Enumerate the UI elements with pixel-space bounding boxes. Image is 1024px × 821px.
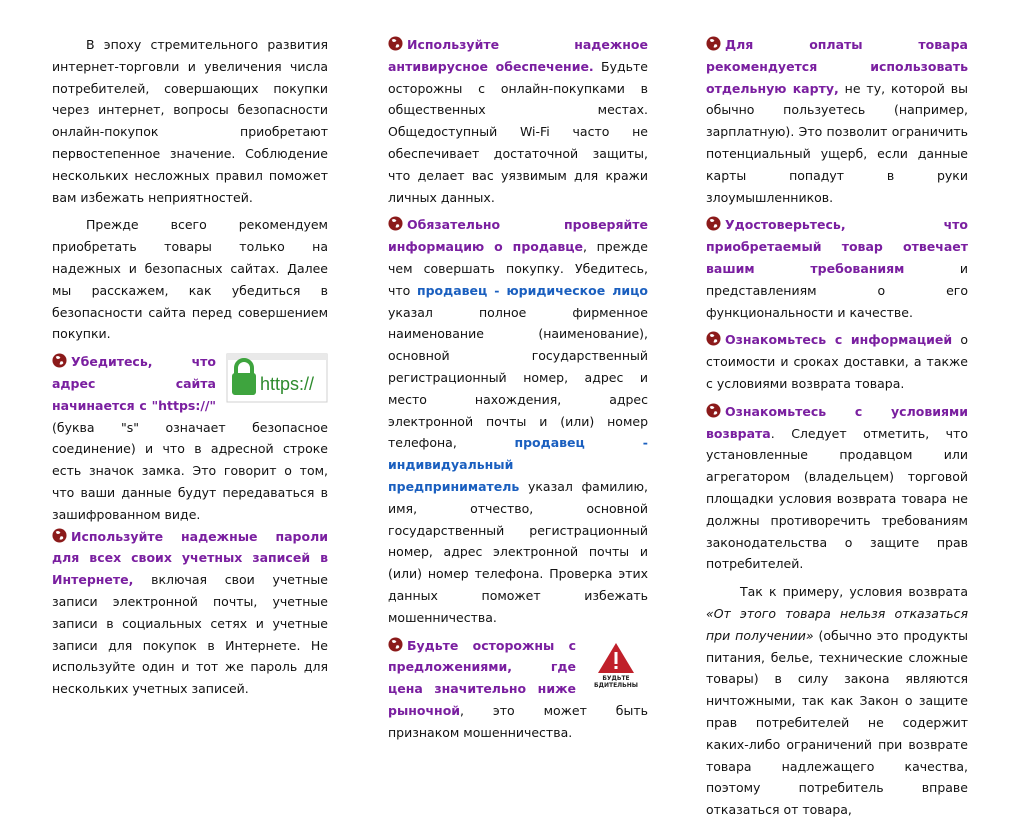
column-1 — [52, 34, 328, 700]
seller-info-tip-heading: Обязательно проверяйте информацию о продавце — [388, 217, 648, 255]
antivirus-tip — [388, 34, 648, 208]
delivery-info-tip-heading: Ознакомьтесь с информацией — [725, 332, 953, 348]
separate-card-tip-body: не ту, которой вы обычно пользуетесь (например, зарплатную). Это позволит ограничить потенциальный ущерб, если данные карты попадут в руки злоумышленников. — [706, 80, 968, 205]
product-requirements-tip — [706, 214, 968, 323]
antivirus-tip-heading: Используйте надежное антивирусное обеспечение. — [388, 37, 648, 74]
seller-info-tip — [388, 214, 648, 628]
warning-triangle-icon — [584, 641, 648, 689]
return-policy-tip — [706, 401, 968, 575]
return-example-paragraph — [706, 581, 968, 821]
product-requirements-tip-heading: Удостоверьтесь, что приобретаемый товар отвечает вашим требованиям — [706, 217, 968, 276]
column-3 — [706, 34, 968, 821]
https-tip — [52, 351, 328, 525]
globe-icon — [388, 216, 403, 231]
https-tip-heading: Убедитесь, что адрес сайта начинается с "https://" — [52, 354, 216, 413]
passwords-tip — [52, 526, 328, 700]
antivirus-tip-body: Будьте осторожны с онлайн-покупками в общественных местах. Общедоступный Wi-Fi часто не обеспечивает достаточной защиты, что делает вас уязвимым для кражи личных данных. — [388, 58, 648, 205]
https-lock-icon — [226, 353, 328, 403]
low-price-tip-body: , это может быть признаком мошенничества. — [388, 702, 648, 740]
globe-icon — [706, 403, 721, 418]
separate-card-tip-heading: Для оплаты товара рекомендуется использовать отдельную карту, — [706, 37, 968, 96]
seller-info-body-3: указал фамилию, имя, отчество, основной государственный регистрационный номер, адрес электронной почты и (или) номер телефона. Проверка этих данных поможет избежать мошенничества. — [388, 478, 648, 625]
return-policy-tip-heading: Ознакомьтесь с условиями возврата — [706, 403, 968, 441]
individual-entrepreneur-term: продавец - индивидуальный предприниматель — [388, 435, 648, 494]
warning-line-1: БУДЬТЕ — [602, 674, 630, 682]
delivery-info-tip-body: о стоимости и сроках доставки, а также с условиями возврата товара. — [706, 332, 968, 391]
seller-info-body-1: , прежде чем совершать покупку. Убедитесь, что — [388, 239, 648, 298]
low-price-tip — [388, 635, 648, 744]
return-example-quote: «От этого товара нельзя отказаться при получении» — [706, 605, 968, 643]
globe-icon — [706, 36, 721, 51]
passwords-tip-heading: Используйте надежные пароли для всех своих учетных записей в Интернете, — [52, 528, 328, 588]
https-text: https:// — [260, 374, 315, 395]
return-policy-tip-body: . Следует отметить, что установленные продавцом или агрегатором (владельцем) торговой площадки условия возврата товара не должны противоречить требованиям законодательства о защите прав потребителей. — [706, 425, 968, 572]
low-price-tip-heading: Будьте осторожны с предложениями, где цена значительно ниже рыночной — [388, 637, 576, 718]
delivery-info-tip — [706, 329, 968, 394]
return-example-b: (обычно это продукты питания, белье, технические сложные товары) в силу закона являются ничтожными, так как Закон о защите прав потребителей не содержит каких-либо ограничений при возврате товара надлежащего качества, поэтому потребитель вправе отказаться от товара, — [706, 627, 969, 818]
return-example-a: Так к примеру, условия возврата — [740, 584, 968, 600]
globe-icon — [706, 216, 721, 231]
column-2 — [388, 34, 648, 744]
globe-icon — [388, 36, 403, 51]
legal-entity-term: продавец - юридическое лицо — [416, 282, 648, 298]
recommendation-paragraph: Прежде всего рекомендуем приобретать товары только на надежных и безопасных сайтах. Далее мы расскажем, как убедиться в безопасности сайта перед совершением покупки. — [52, 217, 328, 342]
globe-icon — [52, 528, 67, 543]
globe-icon — [706, 331, 721, 346]
separate-card-tip — [706, 34, 968, 208]
globe-icon — [388, 637, 403, 652]
passwords-tip-body: включая свои учетные записи электронной почты, учетные записи в социальных сетях и учетные записи для покупок в Интернете. Не используйте один и тот же пароль для нескольких учетных записей. — [52, 572, 328, 697]
warning-line-2: БДИТЕЛЬНЫ — [594, 681, 638, 689]
product-requirements-tip-body: и представлениям о его функциональности и качестве. — [706, 260, 968, 320]
intro-paragraph: В эпоху стремительного развития интернет-торговли и увеличения числа потребителей, совершающих покупки через интернет, вопросы безопасности онлайн-покупок приобретают первостепенное значение. Соблюдение нескольких несложных правил поможет вам избежать неприятностей. — [52, 37, 328, 205]
globe-icon — [52, 353, 67, 368]
https-tip-body: (буква "s" означает безопасное соединение) и что в адресной строке есть значок замка. Это говорит о том, что ваши данные будут передаваться в зашифрованном виде. — [52, 419, 328, 522]
seller-info-body-2: указал полное фирменное наименование (наименование), основной государственный регистрационный номер, адрес и место нахождения, адрес электронной почты и (или) номер телефона, — [388, 304, 648, 451]
